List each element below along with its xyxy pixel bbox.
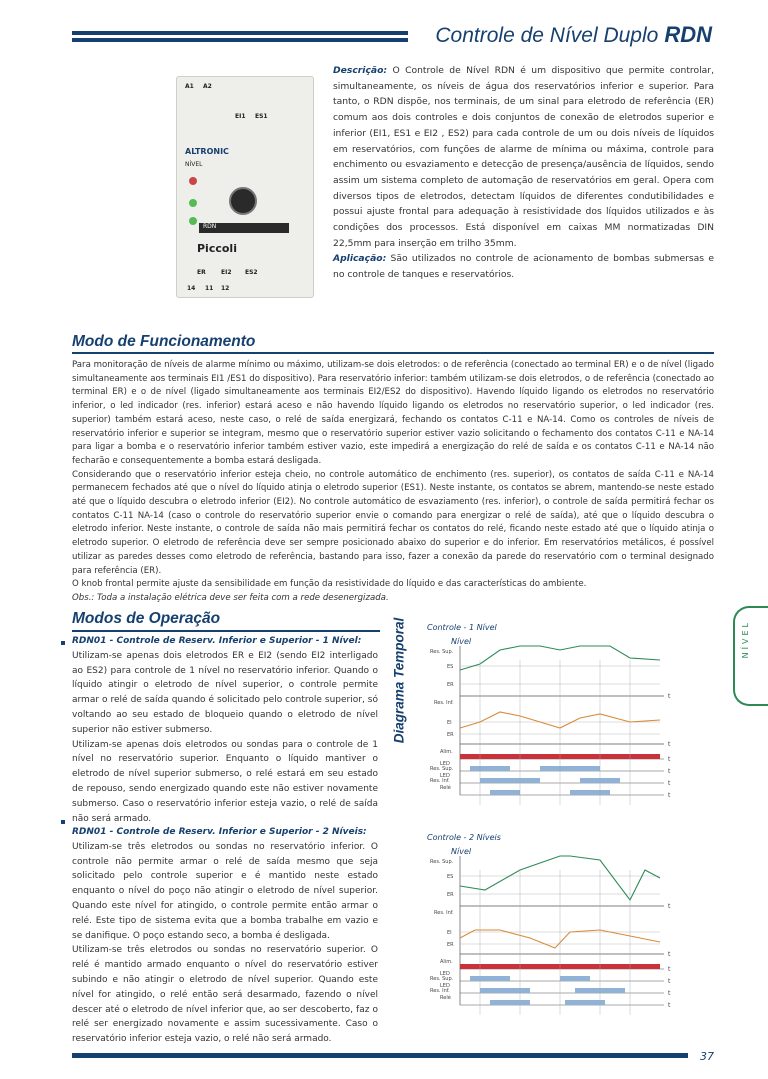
state-row-label: LED [440,983,450,989]
terminal-label: ES2 [245,269,258,276]
terminal-label: 11 [205,285,214,292]
state-bar [575,988,625,993]
state-row-label: Relé [440,785,451,791]
time-axis-label: t [668,756,671,763]
electrode-label: ER [447,682,454,688]
time-axis-label: t [668,951,671,958]
terminal-label: EI2 [221,269,232,276]
state-row-label: Alim. [440,749,453,755]
state-bar [480,988,530,993]
electrode-label: EI [447,720,452,726]
device-label: RDN [199,223,289,233]
bullet [61,820,65,824]
rdn02-title: RDN01 - Controle de Reserv. Inferior e Superior - 2 Níveis: [72,827,367,837]
time-axis-label: t [668,903,671,910]
terminal-label: ES1 [255,113,268,120]
axis-label-res-sup: Res. Sup. [430,649,454,655]
electrode-label: ER [447,892,454,898]
state-bar [480,778,540,783]
time-axis-label: t [668,966,671,973]
state-row-label: Alim. [440,959,453,965]
application-label: Aplicação: [333,253,387,265]
chart-title: Controle - 2 Níveis [427,833,501,842]
state-row-label: Res. Inf. [430,988,450,994]
axis-label-res-inf: Res. Inf. [434,700,454,706]
diagram-vertical-title: Diagrama Temporal [391,617,407,743]
application-text: São utilizados no controle de acionamento de bombas submersas e no controle de tanques e reservatórios. [333,253,715,281]
state-bar [490,1000,530,1005]
time-axis-label: t [668,1002,671,1009]
device-label: NÍVEL [185,161,203,168]
chart-title: Controle - 1 Nível [427,623,497,632]
device-name: Piccoli [197,242,237,255]
level-curve-sup [460,856,660,900]
terminal-label: ER [197,269,206,276]
terminal-label: A2 [203,83,212,90]
footer-stripe [72,1053,688,1058]
terminal-label: 12 [221,285,230,292]
state-row-label: Relé [440,995,451,1001]
terminal-label: A1 [185,83,194,90]
section-title-funcionamento: Modo de Funcionamento [72,333,256,350]
level-curve-inf [460,930,660,948]
paragraph: Para monitoração de níveis de alarme mínimo ou máximo, utilizam-se dois eletrodos: o de referência (conectado ao terminal ER) e o de nível (ligado simultaneamente aos terminais EI1 /ES1 do dispositivo). Para reservatório inferior: também utilizam-se dois eletrodos, o de referência (conectado ao terminal ER) e o de nível (ligado simultaneamente aos terminais EI2/ES2 do dispositivo). Havendo líquido ligando os eletrodos no reservatório inferior, o led indicador (res. inferior) estará aceso e não havendo líquido ligando os eletrodos no reservatório superior, o led indicador (res. superior) também estará aceso, neste caso, o relé de saída energizará, fechando os contatos C-11 e NA-14. Como os controles de níveis de reservatório inferior e superior se integram, mesmo que o reservatório superior estiver vazio solicitando o fechamento dos contatos C-11 e NA-14 para ligar a bomba e o reservatório inferior também estiver vazio, este impedirá a energização do relé de saída e os contatos C-11 e NA-14 não fecharão e consequentemente a bomba estará desligada. [72,360,714,466]
level-curve-sup [460,646,660,670]
sensitivity-knob [229,187,257,215]
header-stripe [72,38,408,42]
description-text: O Controle de Nível RDN é um dispositivo que permite controlar, simultaneamente, os níveis de água dos reservatórios inferior e superior. Para tanto, o RDN dispõe, nos terminais, de um sinal para eletrodo de referência (ER) comum aos dois controles e dois conjuntos de conexão de eletrodos superior e inferior (EI1, ES1 e EI2 , ES2) para cada controle de um ou dois níveis de líquidos em reservatórios, com funções de alarme de mínima ou máxima, controle para enchimento ou esvaziamento e detecção de presença/ausência de líquidos, sendo assim um sistema completo de automação de reservatórios em geral. Opera com diversos tipos de eletrodos, detectam líquidos de diferentes condutibilidades e possui ajuste frontal para adequação à resistividade dos líquidos utilizados e às condições dos processos. Está disponível em caixas MM normatizadas DIN 22,5mm para inserção em trilho 35mm. [333,65,715,249]
funcionamento-text [72,359,714,606]
time-axis-label: t [668,978,671,985]
led-indicator [189,177,197,185]
time-axis-label: t [668,741,671,748]
paragraph: Utilizam-se apenas dois eletrodos ER e EI2 (sendo EI2 interligado ao ES2) para controle de 1 nível no reservatório inferior. Quando o líquido atingir o eletrodo de nível superior, o controle permite armar o relé de saída quando é solicitado pelo controle superior, só voltando ao seu estado de bloqueio quando o eletrodo de nível superior não estiver submerso. [72,650,378,735]
section-rule [72,630,380,632]
time-axis-label: t [668,693,671,700]
rdn02-block [60,825,378,1047]
time-axis-label: t [668,768,671,775]
state-row-label: LED [440,761,450,767]
state-bar [460,754,660,759]
page-number: 37 [700,1050,714,1063]
state-bar [470,766,510,771]
description [333,63,714,283]
electrode-label: ER [447,732,454,738]
state-bar [565,1000,605,1005]
time-axis-label: t [668,990,671,997]
led-indicator [189,217,197,225]
state-bar [470,976,510,981]
description-label: Descrição: [333,65,388,76]
paragraph: Utilizam-se três eletrodos ou sondas no reservatório inferior. O controle não permite armar o relé de saída mesmo que seja solicitado pelo controle superior e é mantido neste estado enquanto o nível do poço não atingir o eletrodo de nível superior. Quando este nível for atingido, o controle permite então armar o relé. Este tipo de sistema evita que a bomba trabalhe em vazio e se danifique. O poço estando seco, a bomba é desligada. [72,841,378,941]
paragraph: Considerando que o reservatório inferior esteja cheio, no controle automático de enchimento (res. superior), os contatos de saída C-11 e NA-14 permanecem fechados até que o nível do líquido atinja o eletrodo superior (ES1). Neste instante, os contatos se abrem, mantendo-se neste estado até que o líquido descubra o eletrodo inferior (EI2). No controle automático de esvaziamento (res. inferior), o controle de saída permitirá fechar os contatos C-11 NA-14 (caso o controle do reservatório superior envie o comando para energizar o relé de saída), até que o líquido descubra o eletrodo inferior. Neste instante, o controle de saída não mais permitirá fechar os contatos do relé, ficando neste estado até que o líquido atinja o eletrodo superior. O eletrodo de referência deve ser sempre posicionado abaixo do superior e do inferior. Em reservatórios metálicos, é possível utilizar as paredes desses como eletrodo de referência, bastando para isso, fazer a conexão da parede do reservatório com o terminal designado para referência (ER). [72,469,714,576]
section-title-operacao: Modos de Operação [72,610,221,627]
terminal-label: EI1 [235,113,246,120]
state-row-label: Res. Sup. [430,766,454,772]
state-bar [460,964,660,969]
state-bar [570,790,610,795]
axis-label-nivel: Nível [451,637,472,646]
rdn01-block [60,634,378,826]
state-row-label: LED [440,971,450,977]
state-bar [490,790,520,795]
state-bar [580,778,620,783]
section-rule [72,352,714,354]
brand-logo: ALTRONIC [185,147,229,156]
electrode-label: ES [447,874,454,880]
side-tab: NÍVEL [733,606,768,706]
level-curve-inf [460,712,660,728]
electrode-label: ER [447,942,454,948]
state-bar [560,976,590,981]
axis-label-res-sup: Res. Sup. [430,859,454,865]
electrode-label: EI [447,930,452,936]
axis-label-res-inf: Res. Inf. [434,910,454,916]
obs-note: Obs.: Toda a instalação elétrica deve ser feita com a rede desenergizada. [72,592,389,603]
state-row-label: Res. Inf. [430,778,450,784]
paragraph: Utilizam-se três eletrodos ou sondas no reservatório superior. O relé é mantido armado enquanto o nível do reservatório estiver subindo e não atingir o eletrodo de nível superior. Quando este nível for atingido, o relé então será desarmado, fazendo o nível descer até o eletrodo de nível inferior que, ao ser descoberto, faz o relé ser energizado novamente e assim sucessivamente. Caso o reservatório inferior esteja vazio, o relé não será armado. [72,945,378,1045]
state-row-label: Res. Sup. [430,976,454,982]
page-title: Controle de Nível Duplo RDN [435,22,712,47]
state-row-label: LED [440,773,450,779]
product-image [176,76,314,298]
rdn01-title: RDN01 - Controle de Reserv. Inferior e Superior - 1 Nível: [72,636,362,646]
state-bar [540,766,600,771]
terminal-label: 14 [187,285,196,292]
time-axis-label: t [668,780,671,787]
paragraph: O knob frontal permite ajuste da sensibilidade em função da resistividade do líquido e das características do ambiente. [72,579,587,590]
axis-label-nivel: Nível [451,847,472,856]
header-stripe [72,31,408,35]
time-axis-label: t [668,792,671,799]
led-indicator [189,199,197,207]
electrode-label: ES [447,664,454,670]
paragraph: Utilizam-se apenas dois eletrodos ou sondas para o controle de 1 nível no reservatório superior. Enquanto o líquido mantiver o eletrodo de nível superior submerso, o relé estará em seu estado de repouso, sendo energizado quando este não estiver novamente submerso. Caso o reservatório inferior esteja vazio, o relé de saída não será armado. [72,739,378,824]
